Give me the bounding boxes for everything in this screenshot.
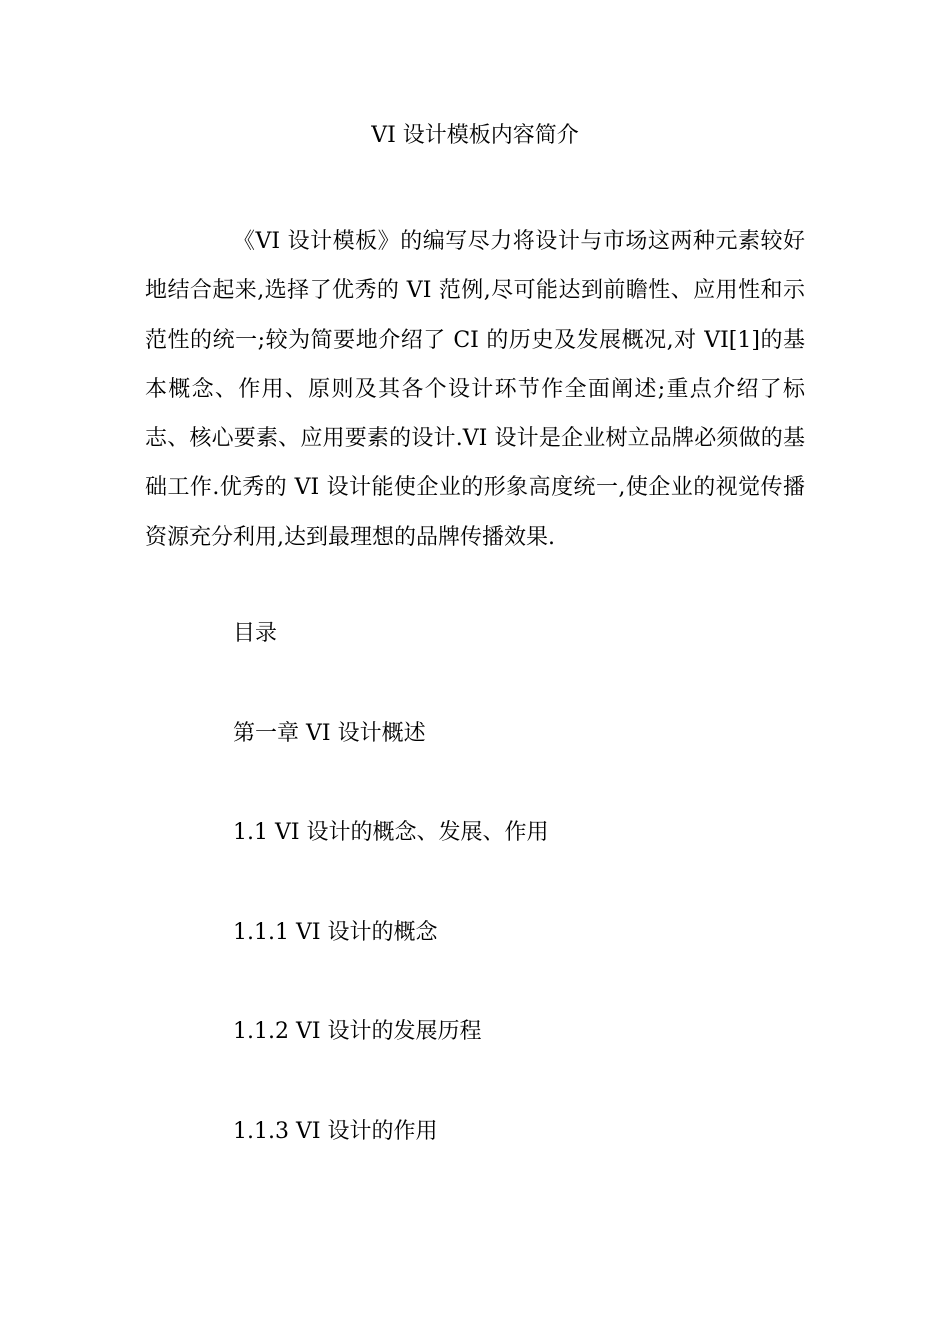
toc-heading: 目录 (233, 621, 278, 646)
toc-item-section-1-1-2: 1.1.2 VI 设计的发展历程 (233, 1019, 482, 1044)
toc-item-chapter-1: 第一章 VI 设计概述 (233, 721, 426, 746)
intro-paragraph: 《VI 设计模板》的编写尽力将设计与市场这两种元素较好地结合起来,选择了优秀的 VI 范例,尽可能达到前瞻性、应用性和示范性的统一;较为简要地介绍了 CI 的历史及发展概况,对 VI[1]的基本概念、作用、原则及其各个设计环节作全面阐述;重点介绍了标志、核心要素、应用要素的设计.VI 设计是企业树立品牌必须做的基础工作.优秀的 VI 设计能使企业的形象高度统一,使企业的视觉传播资源充分利用,达到最理想的品牌传播效果. (145, 229, 805, 550)
toc-item-section-1-1-1: 1.1.1 VI 设计的概念 (233, 920, 438, 945)
document-title: VI 设计模板内容简介 (371, 123, 579, 148)
toc-item-section-1-1: 1.1 VI 设计的概念、发展、作用 (233, 820, 549, 845)
toc-item-section-1-1-3: 1.1.3 VI 设计的作用 (233, 1119, 438, 1144)
